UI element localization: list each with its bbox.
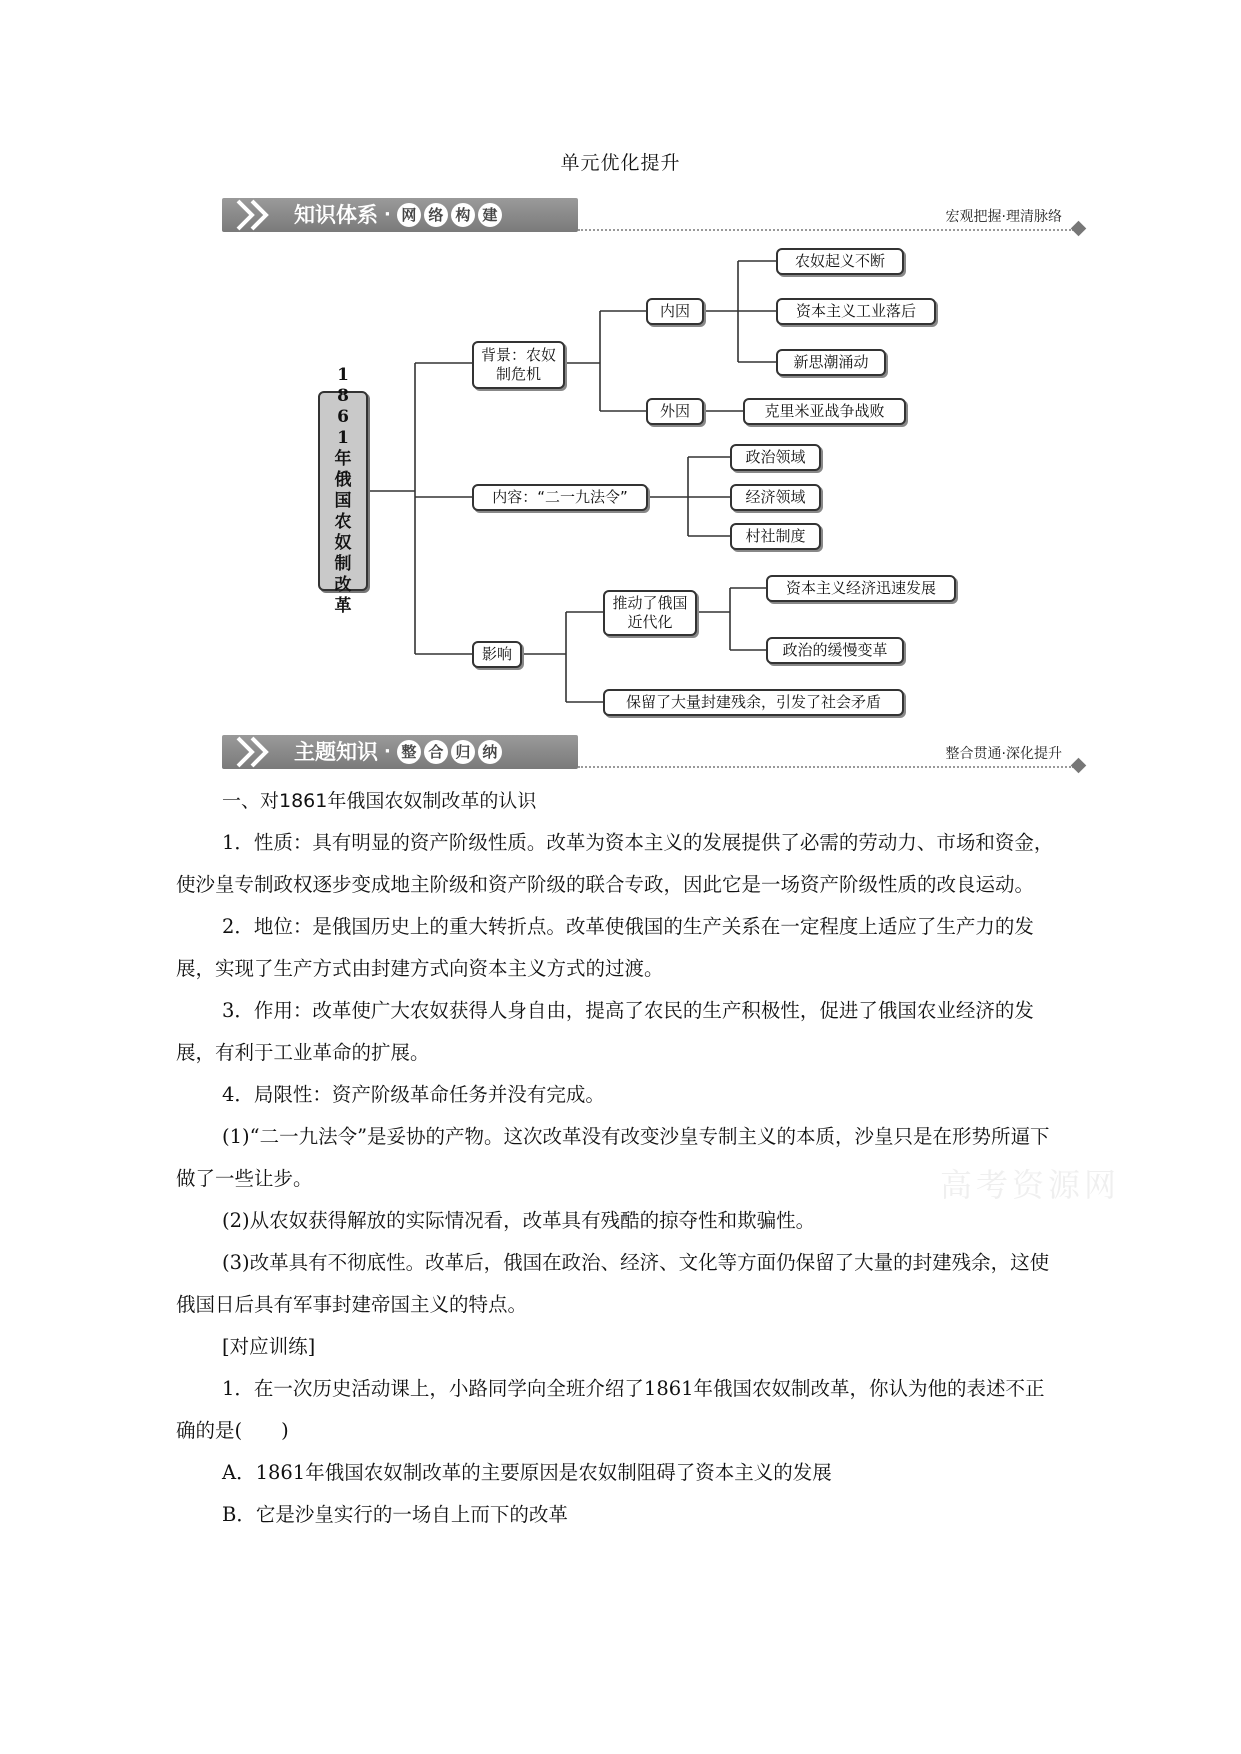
node-impact: 影响: [472, 641, 522, 668]
paragraph-effect: 3．作用：改革使广大农奴获得人身自由，提高了农民的生产积极性，促进了俄国农业经济的发展，有利于工业革命的扩展。: [176, 999, 1034, 1064]
paragraph-status: 2．地位：是俄国历史上的重大转折点。改革使俄国的生产关系在一定程度上适应了生产力的发展，实现了生产方式由封建方式向资本主义方式的过渡。: [176, 915, 1034, 980]
watermark: 高考资源网: [940, 1166, 1121, 1204]
banner-title-text: 主题知识: [294, 740, 378, 764]
banner-subtitle: 整合贯通·深化提升: [945, 746, 1062, 762]
section-heading: 一、对1861年俄国农奴制改革的认识: [222, 790, 537, 812]
node-content-item: 经济领域: [730, 484, 821, 511]
badge-char: 络: [424, 203, 448, 227]
node-internal-item: 农奴起义不断: [776, 248, 904, 275]
option-b: B．它是沙皇实行的一场自上而下的改革: [222, 1503, 568, 1526]
banner-title-text: 知识体系: [294, 203, 378, 227]
node-internal-item: 新思潮涌动: [776, 349, 886, 376]
badge-char: 合: [424, 740, 448, 764]
diamond-icon: [1071, 758, 1087, 774]
page-title: 单元优化提升: [560, 152, 681, 174]
option-a: A．1861年俄国农奴制改革的主要原因是农奴制阻碍了资本主义的发展: [222, 1461, 832, 1484]
node-residue: 保留了大量封建残余，引发了社会矛盾: [603, 689, 904, 716]
banner-subtitle: 宏观把握·理清脉络: [945, 209, 1062, 225]
paragraph-limitation-3: (3)改革具有不彻底性。改革后，俄国在政治、经济、文化等方面仍保留了大量的封建残余，这使俄国日后具有军事封建帝国主义的特点。: [176, 1251, 1050, 1316]
paragraph-limitation-2: (2)从农奴获得解放的实际情况看，改革具有残酷的掠夺性和欺骗性。: [222, 1209, 816, 1232]
node-internal-item: 资本主义工业落后: [776, 298, 936, 325]
badge-char: 构: [451, 203, 475, 227]
mindmap-root: [318, 365, 368, 616]
node-external: 外因: [646, 398, 704, 425]
root-label: 1861年俄国农奴制改革: [334, 365, 352, 616]
node-content-item: 政治领域: [730, 444, 821, 471]
paragraph-nature: 1．性质：具有明显的资产阶级性质。改革为资本主义的发展提供了必需的劳动力、市场和资金，使沙皇专制政权逐步变成地主阶级和资产阶级的联合专政，因此它是一场资产阶级性质的改良运动。: [176, 831, 1054, 896]
badge-char: 建: [478, 203, 502, 227]
node-internal: 内因: [646, 298, 704, 325]
node-content: 内容：“二一九法令”: [472, 484, 648, 511]
training-label: [对应训练]: [222, 1335, 316, 1358]
badge-char: 归: [451, 740, 475, 764]
banner-dot: ·: [384, 741, 391, 762]
dotted-divider: [578, 766, 1074, 768]
question-1: 1．在一次历史活动课上，小路同学向全班介绍了1861年俄国农奴制改革，你认为他的表述不正确的是( ): [176, 1377, 1045, 1442]
section-banner-theme-knowledge: [222, 735, 1084, 771]
node-content-item: 村社制度: [730, 523, 821, 550]
node-background: 背景：农奴制危机: [472, 341, 565, 389]
banner-dot: ·: [384, 204, 391, 225]
badge-char: 纳: [478, 740, 502, 764]
body-text: [176, 780, 1056, 1536]
node-external-item: 克里米亚战争战败: [743, 398, 906, 425]
banner-title: [294, 738, 505, 766]
badge-char: 整: [397, 740, 421, 764]
paragraph-limitation: 4．局限性：资产阶级革命任务并没有完成。: [222, 1083, 605, 1106]
badge-char: 网: [397, 203, 421, 227]
node-modernization: 推动了俄国近代化: [603, 590, 697, 636]
double-chevron-icon: [228, 735, 298, 769]
node-modernization-item: 政治的缓慢变革: [766, 637, 904, 664]
node-modernization-item: 资本主义经济迅速发展: [766, 575, 956, 602]
paragraph-limitation-1: (1)“二一九法令”是妥协的产物。这次改革没有改变沙皇专制主义的本质，沙皇只是在形势所逼下做了一些让步。: [176, 1125, 1050, 1190]
